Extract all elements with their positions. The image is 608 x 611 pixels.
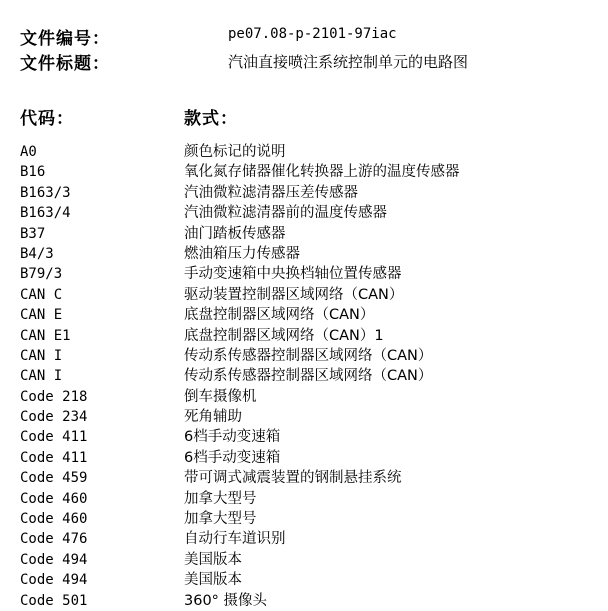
row-code: Code 476 (20, 531, 88, 548)
table-row (0, 550, 608, 570)
row-description: 汽油微粒滤清器压差传感器 (184, 184, 358, 201)
row-code: B163/3 (20, 184, 71, 201)
row-code: CAN I (20, 347, 63, 364)
row-description: 传动系传感器控制器区域网络（CAN） (184, 347, 433, 364)
table-row (0, 366, 608, 386)
row-code: Code 460 (20, 511, 88, 528)
row-code: CAN C (20, 286, 63, 303)
row-description: 死角辅助 (184, 409, 242, 426)
row-code: Code 411 (20, 429, 88, 446)
model-column-header: 款式： (184, 109, 238, 129)
row-description: 带可调式减震装置的钢制悬挂系统 (184, 470, 402, 487)
row-description: 传动系传感器控制器区域网络（CAN） (184, 368, 433, 385)
table-row (0, 407, 608, 427)
table-row (0, 305, 608, 325)
row-code: CAN I (20, 368, 63, 385)
row-description: 手动变速箱中央换档轴位置传感器 (184, 266, 402, 283)
row-code: Code 218 (20, 388, 88, 405)
row-code: Code 411 (20, 449, 88, 466)
row-description: 底盘控制器区域网络（CAN）1 (184, 327, 384, 344)
table-row (0, 162, 608, 182)
row-code: Code 459 (20, 470, 88, 487)
row-description: 倒车摄像机 (184, 388, 257, 405)
row-code: B4/3 (20, 245, 54, 262)
table-row (0, 427, 608, 447)
row-code: B16 (20, 164, 46, 181)
row-code: A0 (20, 144, 37, 160)
table-row (0, 591, 608, 611)
row-description: 氧化氮存储器催化转换器上游的温度传感器 (184, 164, 460, 181)
row-code: Code 460 (20, 490, 88, 507)
table-row (0, 529, 608, 549)
table-row (0, 509, 608, 529)
table-row (0, 387, 608, 407)
table-row (0, 489, 608, 509)
row-code: Code 494 (20, 551, 88, 568)
row-description: 底盘控制器区域网络（CAN） (184, 307, 375, 324)
table-row (0, 244, 608, 264)
code-table (0, 142, 608, 611)
row-code: Code 501 (20, 592, 88, 609)
table-row (0, 183, 608, 203)
row-description: 美国版本 (184, 551, 242, 568)
row-description: 颜色标记的说明 (184, 144, 286, 160)
table-row (0, 448, 608, 468)
row-code: CAN E1 (20, 327, 71, 344)
table-row (0, 346, 608, 366)
row-description: 油门踏板传感器 (184, 225, 286, 242)
table-row (0, 570, 608, 590)
row-code: B79/3 (20, 266, 63, 283)
file-title-value: 汽油直接喷注系统控制单元的电路图 (228, 53, 469, 71)
row-description: 驱动装置控制器区域网络（CAN） (184, 286, 404, 303)
row-description: 汽油微粒滤清器前的温度传感器 (184, 205, 387, 222)
row-description: 360° 摄像头 (184, 592, 268, 609)
table-row (0, 285, 608, 305)
table-row (0, 203, 608, 223)
row-description: 6档手动变速箱 (184, 429, 281, 446)
row-description: 加拿大型号 (184, 490, 257, 507)
file-number-label: 文件编号： (20, 29, 110, 49)
table-row (0, 468, 608, 488)
row-code: Code 494 (20, 572, 88, 589)
row-description: 加拿大型号 (184, 511, 257, 528)
table-row (0, 142, 608, 162)
row-description: 自动行车道识别 (184, 531, 286, 548)
row-code: CAN E (20, 307, 63, 324)
code-column-header: 代码： (20, 109, 74, 129)
row-code: Code 234 (20, 409, 88, 426)
row-code: B37 (20, 225, 46, 242)
table-row (0, 264, 608, 284)
table-row (0, 326, 608, 346)
file-number-value: pe07.08-p-2101-97iac (228, 26, 397, 42)
row-code: B163/4 (20, 205, 71, 222)
table-row (0, 224, 608, 244)
file-title-label: 文件标题： (20, 54, 110, 74)
row-description: 6档手动变速箱 (184, 449, 281, 466)
row-description: 美国版本 (184, 572, 242, 589)
row-description: 燃油箱压力传感器 (184, 245, 300, 262)
